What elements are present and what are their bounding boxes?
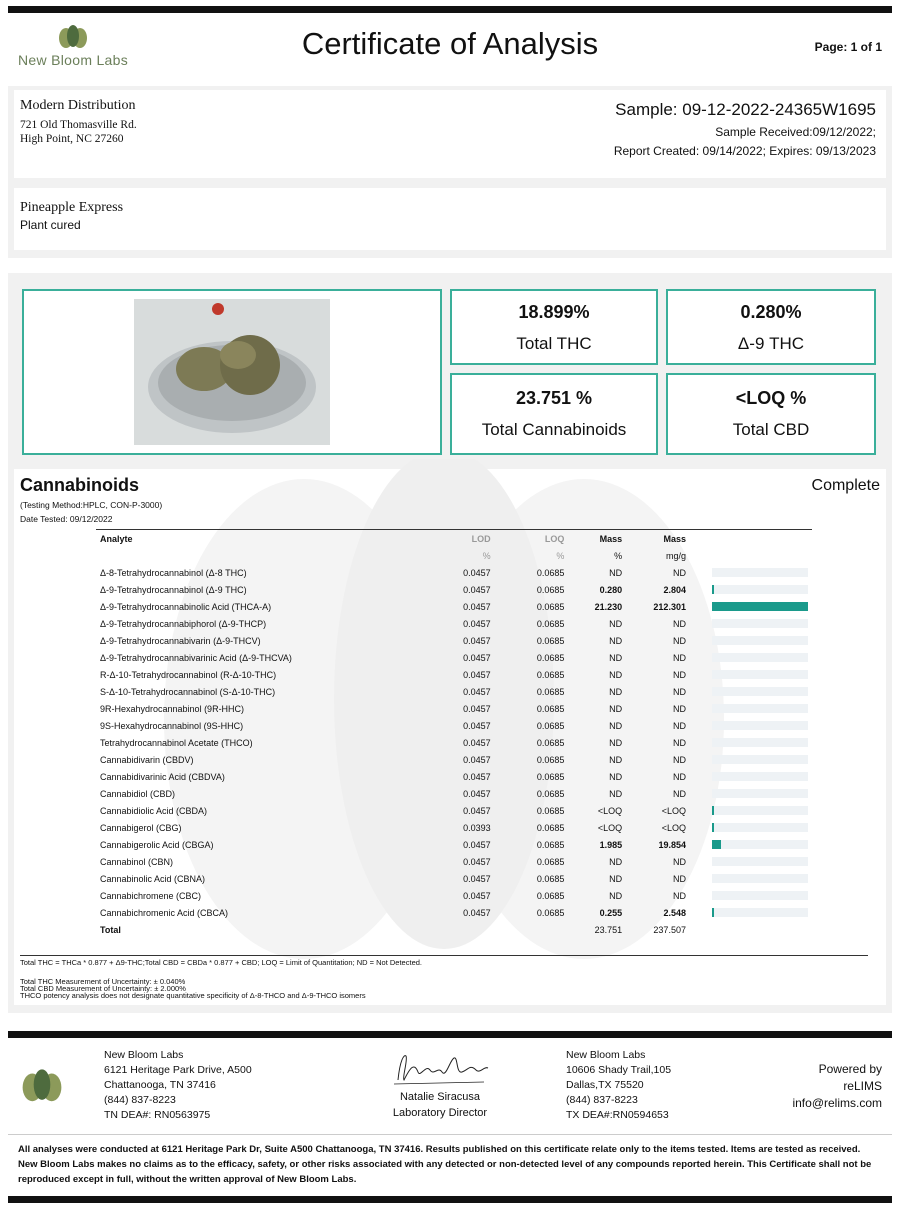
cell-bar [690,853,812,870]
cell-loq: 0.0685 [536,771,565,782]
client-name: Modern Distribution [20,98,136,113]
cell-mass-pct: ND [609,788,623,799]
cell-mass-mg: ND [672,873,686,884]
table-row [96,649,812,666]
unit-mass-mg: mg/g [665,550,686,561]
lab1-phone: (844) 837-8223 [104,1094,176,1106]
col-mass-pct: Mass [599,533,623,544]
table-total-row [96,921,812,938]
unit-analyte [96,547,425,564]
cell-mass-pct: ND [609,567,623,578]
table-row [96,666,812,683]
mass-bar-track [712,670,808,679]
table-row [96,836,812,853]
date-tested: Date Tested: 09/12/2022 [20,514,113,524]
cell-analyte: Cannabichromenic Acid (CBCA) [100,907,229,918]
mass-bar-track [712,772,808,781]
cell-analyte: Cannabidivarin (CBDV) [100,754,194,765]
cell-mass-mg: ND [672,635,686,646]
cell-bar [690,802,812,819]
notes-rule [20,955,868,956]
cell-mass-pct: ND [609,873,623,884]
cell-loq: 0.0685 [536,788,565,799]
cell-lod: 0.0457 [463,907,491,918]
col-loq: LOQ [544,533,565,544]
client-box [14,90,886,178]
table-row [96,598,812,615]
client-address-line1: 721 Old Thomasville Rd. [20,119,137,131]
table-row [96,717,812,734]
lab2-name: New Bloom Labs [566,1049,646,1061]
cell-analyte: Cannabidivarinic Acid (CBDVA) [100,771,225,782]
cell-analyte: Cannabichromene (CBC) [100,890,202,901]
cell-mass-pct: 21.230 [594,601,623,612]
cell-analyte: S-Δ-10-Tetrahydrocannabinol (S-Δ-10-THC) [100,686,276,697]
cell-lod: 0.0457 [463,856,491,867]
disclaimer-rule [8,1134,892,1135]
sample-received: Sample Received:09/12/2022; [715,125,876,139]
client-address-line2: High Point, NC 27260 [20,133,124,145]
cannabinoids-table [96,530,812,938]
report-created: Report Created: 09/14/2022; Expires: 09/13/2023 [613,144,876,158]
cell-mass-mg: <LOQ [661,822,686,833]
cell-bar [690,666,812,683]
unit-mass-pct: % [614,550,623,561]
mass-bar-fill [712,806,714,815]
cell-analyte: Δ-8-Tetrahydrocannabinol (Δ-8 THC) [100,567,247,578]
total-label: Total [100,924,121,935]
lab2-address-block [566,1048,671,1123]
cell-loq: 0.0685 [536,873,565,884]
cell-bar [690,598,812,615]
mass-bar-track [712,806,808,815]
cell-mass-pct: ND [609,618,623,629]
sample-photo-card [22,289,442,455]
cell-mass-pct: ND [609,669,623,680]
cell-bar [690,615,812,632]
cell-mass-pct: ND [609,754,623,765]
cell-mass-mg: ND [672,754,686,765]
powered-by-block [792,1061,882,1112]
mass-bar-track [712,755,808,764]
cell-mass-mg: 2.804 [663,584,686,595]
table-row [96,581,812,598]
sample-id: Sample: 09-12-2022-24365W1695 [615,100,876,119]
cell-mass-mg: ND [672,720,686,731]
cell-lod: 0.0457 [463,686,491,697]
cell-lod: 0.0457 [463,805,491,816]
table-row [96,751,812,768]
mass-bar-track [712,636,808,645]
client-panel [8,86,892,258]
table-unit-row [96,547,812,564]
cell-loq: 0.0685 [536,584,565,595]
cell-analyte: Cannabinolic Acid (CBNA) [100,873,206,884]
cell-analyte: Δ-9-Tetrahydrocannabivarin (Δ-9-THCV) [100,635,261,646]
cell-lod: 0.0457 [463,618,491,629]
mass-bar-track [712,891,808,900]
cell-bar [690,785,812,802]
cell-mass-pct: ND [609,771,623,782]
total-cannabinoids-card [450,373,658,455]
cell-mass-mg: ND [672,890,686,901]
mass-bar-track [712,908,808,917]
d9-thc-value: 0.280% [740,302,802,322]
total-mass-pct: 23.751 [594,924,623,935]
cell-mass-mg: 19.854 [658,839,686,850]
analysis-status: Complete [811,477,880,494]
cell-lod: 0.0457 [463,873,491,884]
cell-bar [690,649,812,666]
table-row [96,819,812,836]
cell-mass-mg: ND [672,788,686,799]
mass-bar-track [712,738,808,747]
total-thc-label: Total THC [516,334,592,353]
cell-lod: 0.0457 [463,601,491,612]
cell-bar [690,683,812,700]
table-row [96,887,812,904]
cell-bar [690,581,812,598]
mass-bar-track [712,602,808,611]
powered-by-label: Powered by [818,1062,882,1076]
cell-bar [690,632,812,649]
cell-bar [690,819,812,836]
cell-lod: 0.0457 [463,703,491,714]
cell-analyte: Cannabidiol (CBD) [100,788,176,799]
cell-loq: 0.0685 [536,669,565,680]
table-row [96,632,812,649]
unit-lod: % [482,550,491,561]
cell-mass-mg: ND [672,686,686,697]
cell-loq: 0.0685 [536,652,565,663]
cell-loq: 0.0685 [536,601,565,612]
cell-mass-pct: 0.280 [599,584,623,595]
cell-loq: 0.0685 [536,890,565,901]
lab2-dea: TX DEA#:RN0594653 [566,1109,669,1121]
cell-bar [690,717,812,734]
page-number: Page: 1 of 1 [814,40,882,54]
mass-bar-track [712,704,808,713]
table-row [96,615,812,632]
signature-image [380,1050,500,1090]
cannabinoids-panel [8,463,892,1013]
cell-mass-pct: ND [609,635,623,646]
cell-mass-mg: ND [672,703,686,714]
total-thc-card [450,289,658,365]
cell-lod: 0.0457 [463,839,491,850]
cell-loq: 0.0685 [536,754,565,765]
signer-block [380,1089,500,1121]
lab1-dea: TN DEA#: RN0563975 [104,1109,211,1121]
cell-loq: 0.0685 [536,856,565,867]
testing-method: (Testing Method:HPLC, CON-P-3000) [20,500,163,510]
cell-mass-pct: ND [609,686,623,697]
total-loq [495,921,569,938]
cell-loq: 0.0685 [536,618,565,629]
cell-mass-mg: ND [672,652,686,663]
cell-bar [690,836,812,853]
cell-loq: 0.0685 [536,686,565,697]
powered-by-name: reLIMS [843,1079,882,1093]
cell-analyte: R-Δ-10-Tetrahydrocannabinol (R-Δ-10-THC) [100,669,277,680]
cell-bar [690,700,812,717]
cell-mass-mg: ND [672,567,686,578]
cell-loq: 0.0685 [536,567,565,578]
cell-mass-pct: ND [609,890,623,901]
cell-mass-mg: 2.548 [663,907,686,918]
cell-analyte: Δ-9-Tetrahydrocannabivarinic Acid (Δ-9-THCVA) [100,652,292,663]
cannabinoids-box [14,469,886,1005]
lab2-street: 10606 Shady Trail,105 [566,1064,672,1076]
cell-analyte: Cannabinol (CBN) [100,856,174,867]
unit-bar [690,547,812,564]
cell-bar [690,751,812,768]
document-title: Certificate of Analysis [301,26,599,61]
cell-bar [690,887,812,904]
mass-bar-track [712,585,808,594]
cell-mass-mg: ND [672,669,686,680]
cell-bar [690,734,812,751]
table-row [96,785,812,802]
cell-mass-pct: 0.255 [599,907,623,918]
product-type: Plant cured [20,218,81,232]
lab2-phone: (844) 837-8223 [566,1094,638,1106]
cell-lod: 0.0457 [463,584,491,595]
summary-panel [8,273,892,463]
cell-analyte: 9S-Hexahydrocannabinol (9S-HHC) [100,720,244,731]
sample-photo [134,299,330,445]
cell-bar [690,768,812,785]
uncertainty-thc: Total THC Measurement of Uncertainty: ± 0.040% [20,977,186,986]
cell-mass-mg: 212.301 [653,601,686,612]
disclaimer-text: All analyses were conducted at 6121 Heritage Park Dr, Suite A500 Chattanooga, TN 37416. Results published on this certificate relate only to the items tested. Items are tested as received. New Bloom Labs makes no claims as to the efficacy, safety, or other risks associated with any detected or non-detected level of any compounds reported herein. This Certificate shall not be reproduced except in full, without the written approval of New Bloom Labs. [18,1144,872,1185]
uncertainty-cbd: Total CBD Measurement of Uncertainty: ± 2.000% [20,984,186,993]
lab-name: New Bloom Labs [18,52,129,68]
col-analyte: Analyte [100,533,133,544]
cell-mass-pct: ND [609,703,623,714]
mass-bar-track [712,823,808,832]
cell-mass-pct: <LOQ [597,822,623,833]
cell-mass-mg: ND [672,737,686,748]
cell-mass-mg: <LOQ [661,805,686,816]
mass-bar-track [712,857,808,866]
product-box [14,188,886,250]
cell-mass-pct: 1.985 [599,839,623,850]
unit-loq: % [556,550,565,561]
formula-note: Total THC = THCa * 0.877 + Δ9-THC;Total CBD = CBDa * 0.877 + CBD; LOQ = Limit of Quantitation; ND = Not Detected. [20,958,422,967]
lab2-city: Dallas,TX 75520 [566,1079,644,1091]
table-row [96,802,812,819]
mass-bar-track [712,874,808,883]
total-mass-mg: 237.507 [653,924,686,935]
cell-analyte: Δ-9-Tetrahydrocannabinol (Δ-9 THC) [100,584,247,595]
cell-loq: 0.0685 [536,635,565,646]
cell-lod: 0.0457 [463,669,491,680]
cell-mass-mg: ND [672,856,686,867]
cell-mass-mg: ND [672,771,686,782]
cell-lod: 0.0457 [463,737,491,748]
cell-lod: 0.0393 [463,822,491,833]
cell-analyte: Tetrahydrocannabinol Acetate (THCO) [100,737,253,748]
table-row [96,853,812,870]
table-row [96,904,812,921]
mass-bar-fill [712,840,721,849]
table-row [96,683,812,700]
product-name: Pineapple Express [20,200,124,215]
mass-bar-fill [712,602,808,611]
cell-lod: 0.0457 [463,652,491,663]
table-header-row [96,530,812,547]
bottom-rule [8,1196,892,1203]
cell-loq: 0.0685 [536,703,565,714]
mass-bar-fill [712,908,714,917]
thco-note: THCO potency analysis does not designate quantitative specificity of Δ-8-THCO and Δ-9-THCO isomers [20,991,366,1000]
cell-lod: 0.0457 [463,788,491,799]
mass-bar-fill [712,585,714,594]
table-row [96,870,812,887]
table-body [96,564,812,921]
signature [380,1050,500,1090]
footer-rule [8,1031,892,1038]
cell-bar [690,564,812,581]
cell-lod: 0.0457 [463,567,491,578]
mass-bar-track [712,721,808,730]
cell-analyte: Cannabigerolic Acid (CBGA) [100,839,214,850]
cell-analyte: Cannabidiolic Acid (CBDA) [100,805,208,816]
cell-mass-pct: <LOQ [597,805,623,816]
powered-by-email[interactable]: info@relims.com [792,1096,882,1110]
cell-loq: 0.0685 [536,720,565,731]
mass-bar-fill [712,823,714,832]
cell-lod: 0.0457 [463,771,491,782]
total-cannabinoids-label: Total Cannabinoids [481,420,627,439]
mass-bar-track [712,619,808,628]
cell-mass-mg: ND [672,618,686,629]
cell-lod: 0.0457 [463,720,491,731]
lab-logo [18,24,138,72]
d9-thc-card [666,289,876,365]
total-lod [425,921,495,938]
cell-loq: 0.0685 [536,805,565,816]
cell-analyte: Δ-9-Tetrahydrocannabiphorol (Δ-9-THCP) [100,618,267,629]
cell-analyte: 9R-Hexahydrocannabinol (9R-HHC) [100,703,245,714]
total-cbd-value: <LOQ % [735,388,807,408]
total-bar [690,921,812,938]
d9-thc-label: Δ-9 THC [737,334,805,353]
table-row [96,734,812,751]
cell-loq: 0.0685 [536,737,565,748]
cell-analyte: Δ-9-Tetrahydrocannabinolic Acid (THCA-A) [100,601,272,612]
cell-loq: 0.0685 [536,839,565,850]
total-cbd-label: Total CBD [732,420,810,439]
lab1-city: Chattanooga, TN 37416 [104,1079,216,1091]
col-lod: LOD [471,533,491,544]
top-rule [8,6,892,13]
lab1-street: 6121 Heritage Park Drive, A500 [104,1064,252,1076]
total-cannabinoids-value: 23.751 % [515,388,593,408]
lab1-name: New Bloom Labs [104,1049,184,1061]
mass-bar-track [712,789,808,798]
table-row [96,768,812,785]
cell-loq: 0.0685 [536,822,565,833]
cell-analyte: Cannabigerol (CBG) [100,822,182,833]
total-cbd-card [666,373,876,455]
cell-loq: 0.0685 [536,907,565,918]
cell-lod: 0.0457 [463,890,491,901]
footer-leaf-logo-icon [18,1068,66,1104]
mass-bar-track [712,653,808,662]
table-row [96,564,812,581]
signer-name: Natalie Siracusa [399,1091,481,1103]
mass-bar-track [712,840,808,849]
col-mass-mg: Mass [663,533,686,544]
cell-lod: 0.0457 [463,635,491,646]
cell-bar [690,870,812,887]
cell-lod: 0.0457 [463,754,491,765]
cell-mass-pct: ND [609,652,623,663]
table-row [96,700,812,717]
mass-bar-track [712,568,808,577]
cell-bar [690,904,812,921]
leaf-logo-icon [56,24,90,50]
col-bar [690,530,812,547]
mass-bar-track [712,687,808,696]
signer-title: Laboratory Director [392,1107,488,1119]
cell-mass-pct: ND [609,737,623,748]
total-thc-value: 18.899% [518,302,590,322]
cell-mass-pct: ND [609,856,623,867]
cannabinoids-heading: Cannabinoids [20,475,140,495]
cell-mass-pct: ND [609,720,623,731]
lab1-address-block [104,1048,252,1123]
